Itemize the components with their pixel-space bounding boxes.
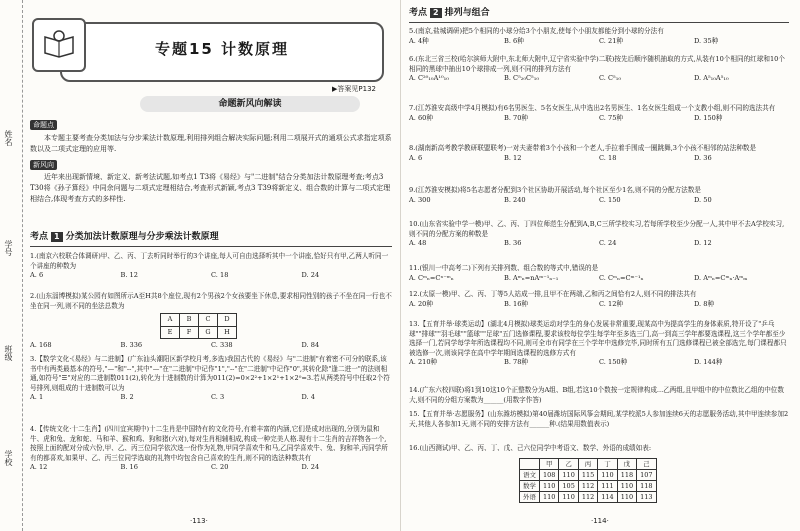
question-13: 13.【五育并举·球类运动】(湖北4月模拟)球类运动对学生的身心发展非常重要,现某高中为提高学生的身体素质,特开设了"乒乓球""排球""羽毛球""篮球""足球"五门选修课程,要求该校每位学生每学年至多选三门,高一到高三学年都要选课程,这三个学年都至少选择一门,若同学每学年所选课程均不同,则可全市有同学在三个学年中选修完毕,同时所有五门选修课程已被全部选完,每门课程都只被选修一次,则该同学在高中学年期间选课程的选修方式有 A. 210种 B. 78种 C. 150种 D. 144种 xyxy=(409,320,787,366)
question-4: 4.【传统文化·十二生肖】(四川宜宾期中)十二生肖是中国特有的文化符号,有着丰富的内涵,它们是成对出现的,分别为鼠和牛、虎和兔、龙和蛇、马和羊、猴和鸡、狗和猪(六对),每对生肖相辅相成,构成一种完美人格.现有十二生肖的吉祥物各一个,按照上面的配对分成六份,甲、乙、丙三位同学依次选一份作为礼物,甲同学喜欢牛和马,乙同学喜欢牛、兔、狗和羊,丙同学所有的都喜欢,如果甲、乙、丙三位同学选取的礼物中均包含自己喜欢的生肖,则不同的选法种数共有 A. 12 B. 16 C. 20 D. 24 xyxy=(30,425,388,471)
binding-margin xyxy=(0,0,23,531)
question-12: 12.(太原一模)甲、乙、丙、丁等5人站成一排,且甲不在两端,乙和丙之间恰有2人,则不同的排法共有 A. 20种 B. 16种 C. 12种 D. 8种 xyxy=(409,290,715,308)
section-heading-2: 考点 2 排列与组合 xyxy=(409,8,789,23)
question-11: 11.(银川一中高考二)下列有关排列数、组合数的等式中,错误的是 A. Cᵐₙ=Cⁿ⁻ᵐₙ B. Aᵐₙ=nAᵐ⁻¹ₙ₋₁ C. Cᵐₙ=Cᵐ⁻¹ₙ D. Aᵐₙ=Cᵐₙ·Aᵐₘ xyxy=(409,264,748,282)
seat-table: A B C D E F G H xyxy=(160,313,237,339)
question-2: 2.(山东淄博模拟)某公园有如图所示A至H共8个座位,现有2个男孩2个女孩要坐下休息,要求相同性别的孩子不坐在同一行也不坐在同一列,则不同的坐法总数为 A B C D E F G H A. 168 B. 336 C. 338 D. 84 xyxy=(30,292,392,349)
page-number-left: ·113· xyxy=(190,517,208,525)
margin-label-school: 学校 xyxy=(4,450,13,466)
margin-label-id: 学号 xyxy=(4,240,13,256)
page-title: 专题15 计数原理 xyxy=(154,40,290,58)
topic-header xyxy=(60,22,384,93)
table-row: 外语 110 110 112 114 110 113 xyxy=(520,492,657,503)
tag-xinfengxiang: 新风向 xyxy=(30,160,57,170)
section-banner: 命题新风向解读 xyxy=(140,96,360,112)
table-row: 数学 110 105 112 111 110 118 xyxy=(520,481,657,492)
score-table xyxy=(519,458,657,503)
question-8: 8.(湖南新高考教学教研联盟联考)一对夫妻带着3个小孩和一个老人,手拉着手围成一圈跳舞,3个小孩不相邻的站法种数是 A. 6 B. 12 C. 18 D. 36 xyxy=(409,144,757,162)
section-heading-1: 考点 1 分类加法计数原理与分步乘法计数原理 xyxy=(30,232,392,247)
answer-reference: ▶答案见P132 xyxy=(332,85,376,93)
table-row: 语文 108 110 115 110 118 107 xyxy=(520,470,657,481)
page-number-right: ·114· xyxy=(591,517,609,525)
question-15: 15.【五育并举·志愿服务】(山东潍坊模拟)第40届潍坊国际风筝会期间,某学校派5人参加连续6天的志愿服务活动,其中甲连续参加2天,其他人各参加1天,则不同的安排方法有______种.(结果用数值表示) xyxy=(409,410,789,428)
question-7: 7.(江苏淮安高级中学4月模拟)有6名男医生、5名女医生,从中选出2名男医生、1名女医生组成一个支教小组,则不同的选法共有 A. 60种 B. 70种 C. 75种 D. 150种 xyxy=(409,104,776,122)
question-14: 14.(广东六校四联)将1到10这10个正整数分为A组、B组,若这10个数按一定规律构成...乙两组,且甲组中的中位数比乙组的中位数大,则不同的分组方案数为______(用数字作答) xyxy=(409,386,784,404)
table-header-row: 甲 乙 丙 丁 戊 己 xyxy=(520,459,657,470)
question-5: 5.(南京,盐城调研)把5个相同的小球分给3个小朋友,使每个小朋友都能分到小球的分法有 A. 4种 B. 6种 C. 21种 D. 35种 xyxy=(409,27,719,45)
question-9: 9.(江苏淮安模拟)将5名志愿者分配到3个社区协助开展活动,每个社区至少1名,则不同的分配方法数是 A. 300 B. 240 C. 150 D. 50 xyxy=(409,186,712,204)
paragraph-xinfengxiang: 近年来出现新情境、新定义、新考法试题,如考点1 T3将《易经》与"二进制"结合分类加法计数原理考查;考点3 T30将《孙子算经》中同余问题与二项式定理相结合,考查形式新颖,考点3 T39将新定义、组合数的计算与二项式定理相结合,体现考查方式的多样性. xyxy=(30,173,391,203)
margin-label-class: 班级 xyxy=(4,345,13,361)
question-6: 6.(东北三省三校(哈尔滨师大附中,东北师大附中,辽宁省实验中学)二联)按先后顺序随机抽取的方式,从装有10个相同的红球和10个相同的黑球中抽出10个球排成一列,则不同的排列方法有 A. C²⁰₁₀A¹⁰₁₀ B. C⁵₂₀C⁵₁₀ C. C⁵₁₀ D. A⁵₁₀A⁵₁₀ xyxy=(409,55,785,82)
paragraph-mingtidian: 本专题主要考查分类加法与分步乘法计数原理,利用排列组合解决实际问题;利用二项展开式的通项公式求指定项系数以及二项式定理的应用等. xyxy=(30,134,392,153)
question-16: 16.(山西测试)甲、乙、丙、丁、戊、己六位同学中考语文、数学、外语的成绩如表: xyxy=(409,444,652,452)
right-page xyxy=(400,0,800,531)
margin-label-name: 姓名 xyxy=(4,130,13,146)
question-1: 1.(南京六校联合体调研)甲、乙、丙、丁去听同时举行的3个讲座,每人可自由选择听其中一个讲座,恰好只有甲,乙两人听同一个讲座的种数为 A. 6 B. 12 C. 18 D. 24 xyxy=(30,252,389,279)
question-3: 3.【数学文化·《易经》与二进制】(广东汕头潮阳区新学校月考,多选)我国古代的《易经》与"二进制"有着密不可分的联系,该书中有两类最基本的符号,"—"和"--",其中"—"在"二进制"中记作"1","--"在"二进制"中记作"0",其转化除"逢二进一"的法则相通,如符号"☰"对应的二进制数011(2),转化为十进制数的计算为011(2)=0×2²+1×2¹+1×2⁰=3.若从两类符号中任取2个符号排列,则组成的十进制数可以为 A. 1 B. 2 C. 3 D. 4 xyxy=(30,355,390,401)
tag-mingtidian: 命题点 xyxy=(30,120,57,130)
question-10: 10.(山东省实验中学一模)甲、乙、丙、丁四位师范生分配到A,B,C三所学校实习,若每所学校至少分配一人,其中甲不去A学校实习,则不同的分配方案的种数是 A. 48 B. 36 C. 24 D. 12 xyxy=(409,220,785,247)
